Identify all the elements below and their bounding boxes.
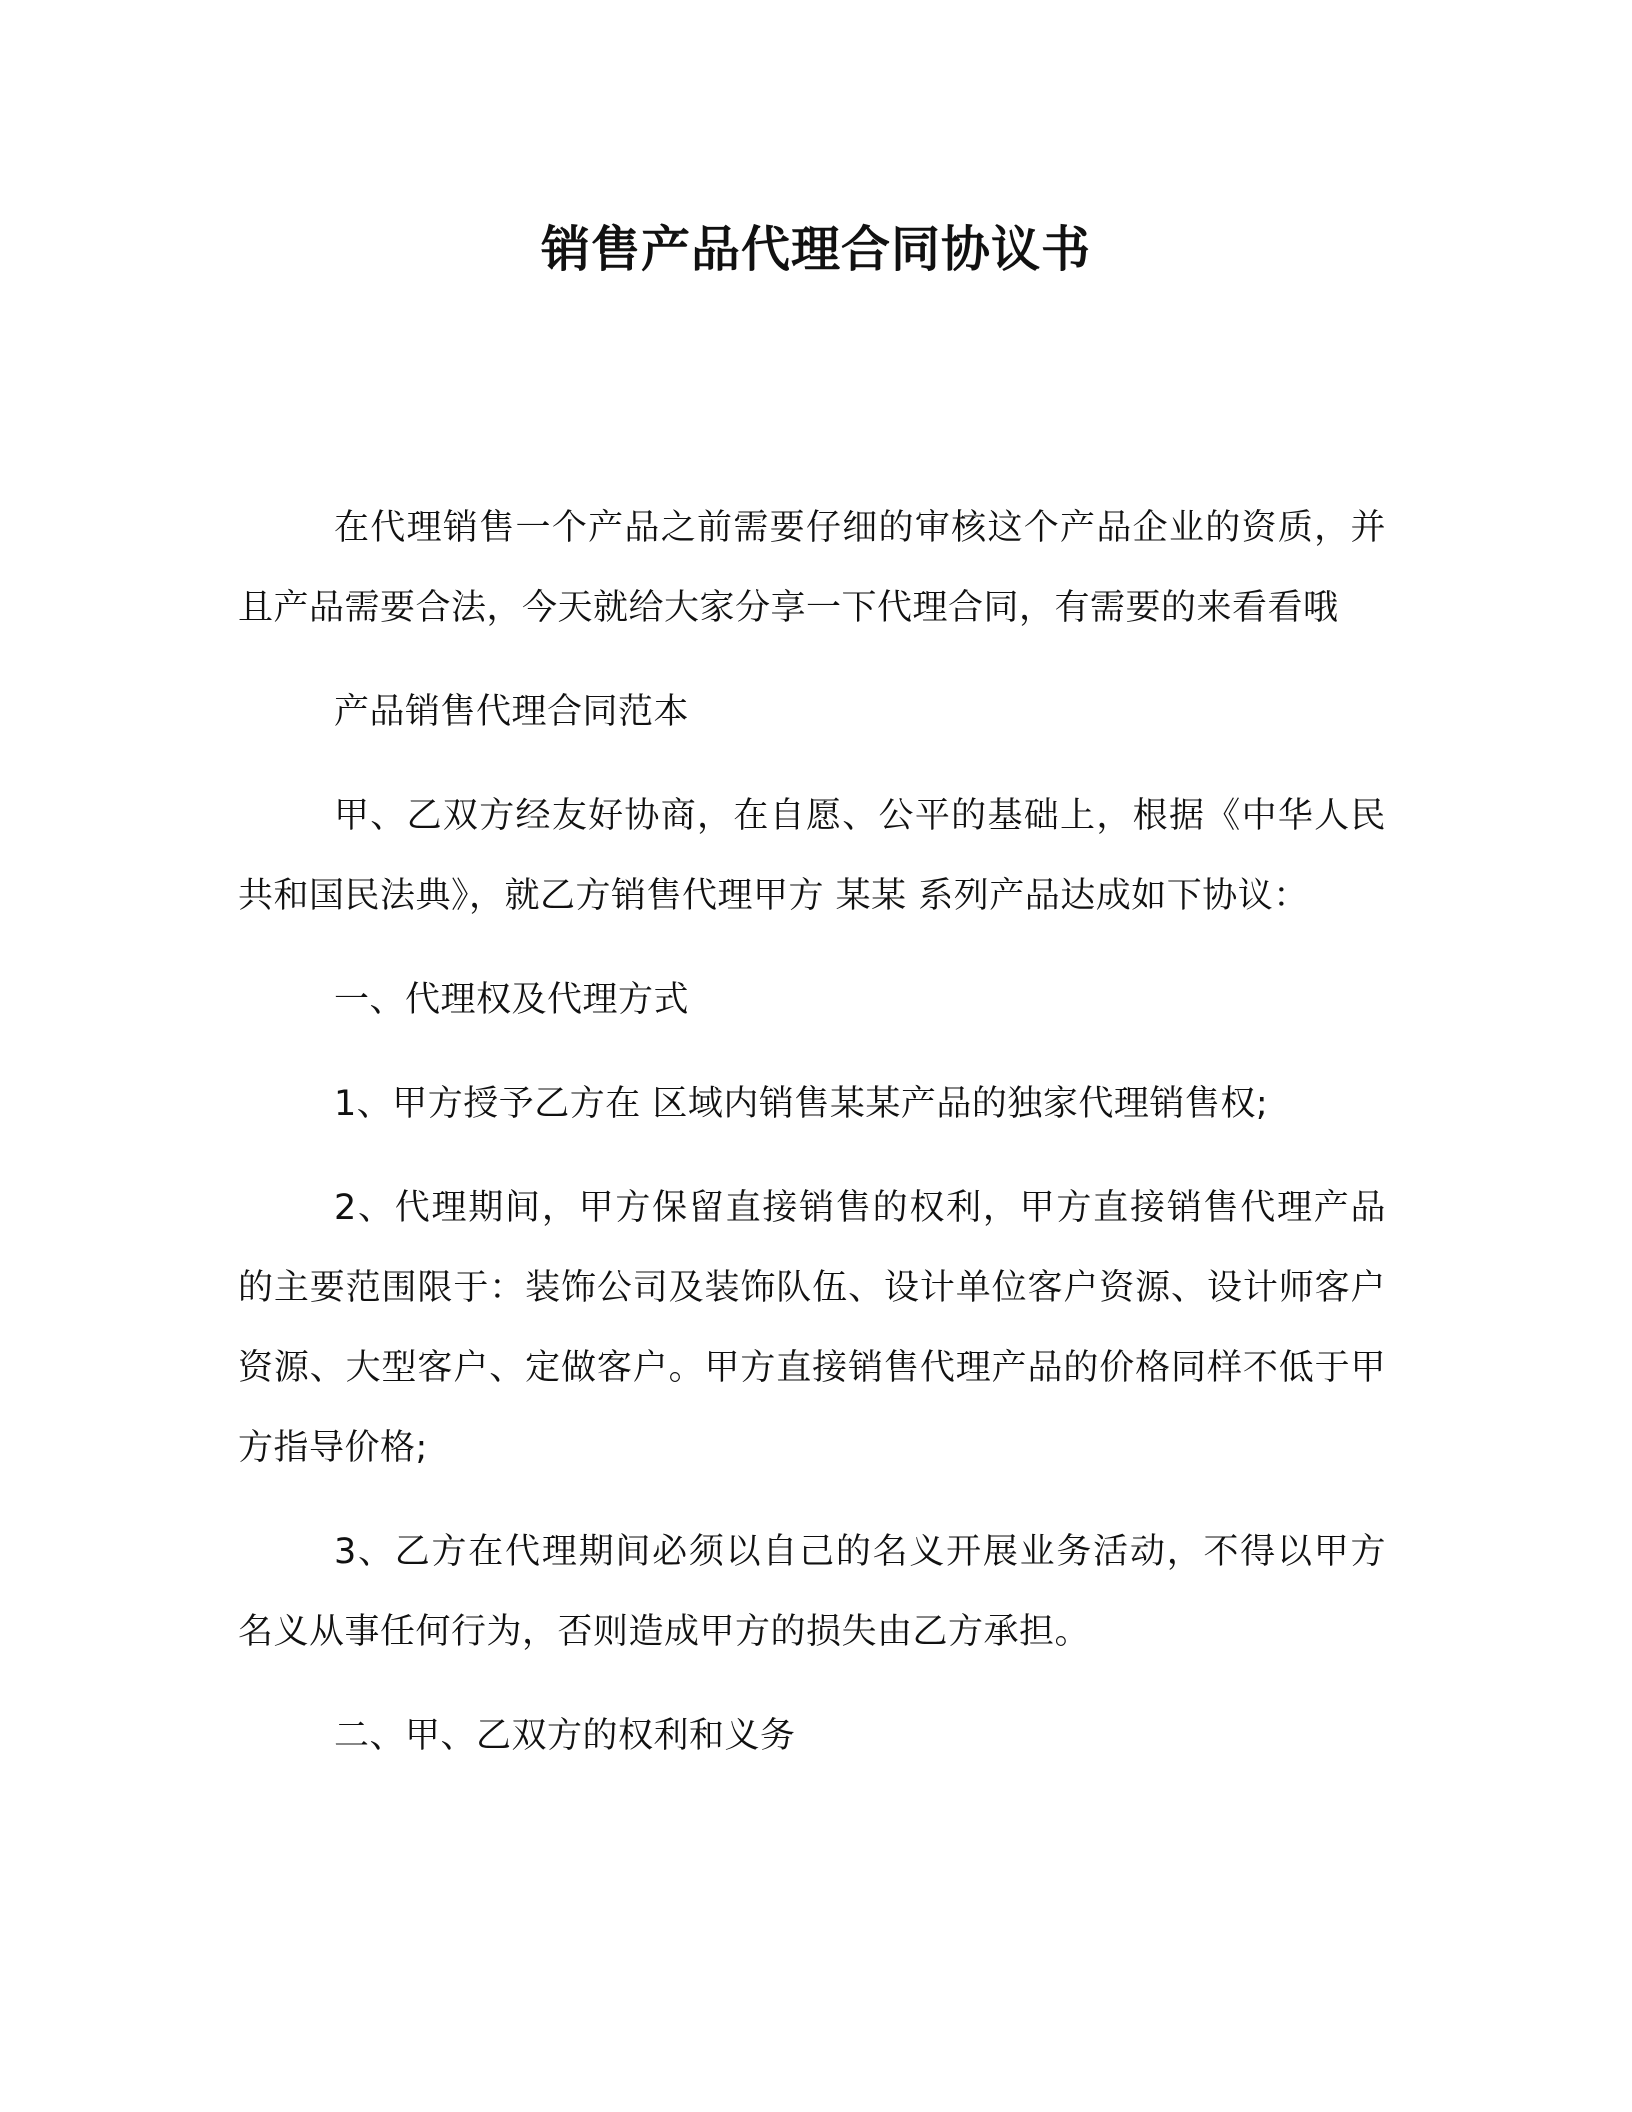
clause-1-3: 3、乙方在代理期间必须以自己的名义开展业务活动，不得以甲方名义从事任何行为，否则造成甲方的损失由乙方承担。 (238, 1532, 1386, 1652)
document-title: 销售产品代理合同协议书 (540, 221, 1091, 278)
template-heading: 产品销售代理合同范本 (334, 692, 690, 732)
clause-1-2: 2、代理期间，甲方保留直接销售的权利，甲方直接销售代理产品的主要范围限于：装饰公司及装饰队伍、设计单位客户资源、设计师客户资源、大型客户、定做客户。甲方直接销售代理产品的价格同样不低于甲方指导价格; (238, 1188, 1386, 1468)
intro-paragraph: 在代理销售一个产品之前需要仔细的审核这个产品企业的资质，并且产品需要合法，今天就给大家分享一下代理合同，有需要的来看看哦 (238, 508, 1386, 628)
agreement-preamble: 甲、乙双方经友好协商，在自愿、公平的基础上，根据《中华人民共和国民法典》，就乙方销售代理甲方 某某 系列产品达成如下协议： (238, 796, 1386, 916)
section-heading-2: 二、甲、乙双方的权利和义务 (334, 1716, 796, 1756)
document-body (238, 488, 1386, 1800)
clause-1-1: 1、甲方授予乙方在 区域内销售某某产品的独家代理销售权; (334, 1084, 1269, 1124)
section-heading-1: 一、代理权及代理方式 (334, 980, 690, 1020)
